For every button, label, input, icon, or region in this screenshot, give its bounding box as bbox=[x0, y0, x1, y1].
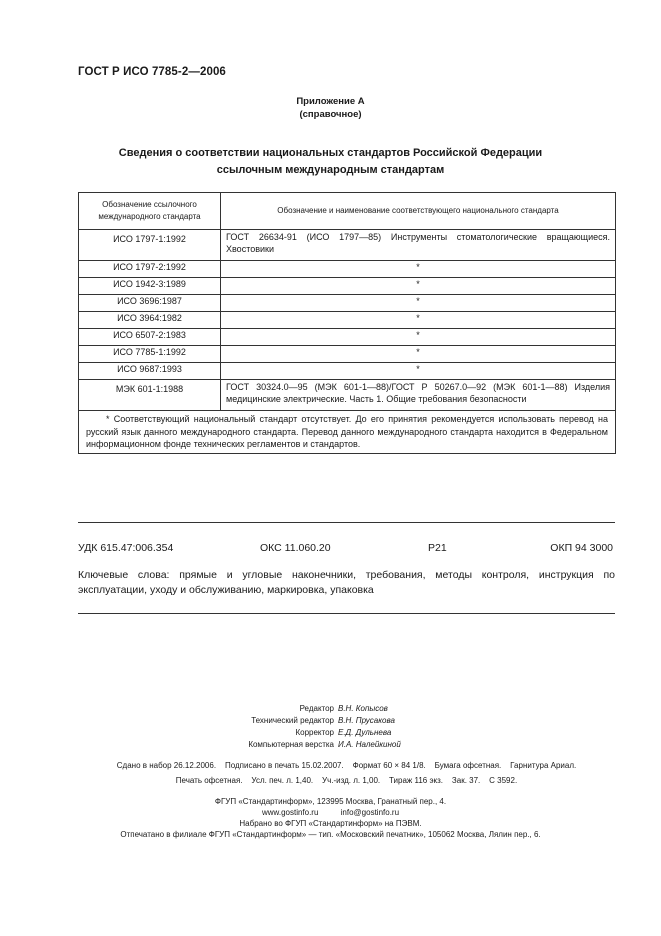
national-standard-cell: * bbox=[221, 312, 616, 329]
annex-title: Приложение А bbox=[296, 96, 365, 107]
publisher-block bbox=[0, 796, 661, 840]
credit-line bbox=[0, 739, 661, 751]
intl-standard-cell: ИСО 3696:1987 bbox=[79, 295, 221, 312]
divider-top bbox=[78, 522, 615, 523]
document-code: ГОСТ Р ИСО 7785-2—2006 bbox=[78, 66, 226, 78]
table-row bbox=[79, 278, 616, 295]
table-row bbox=[79, 380, 616, 411]
publisher-address: ФГУП «Стандартинформ», 123995 Москва, Гранатный пер., 4. bbox=[214, 797, 447, 806]
credit-role: Корректор bbox=[295, 728, 334, 737]
table-row bbox=[79, 261, 616, 278]
udk-code: УДК 615.47:006.354 bbox=[78, 542, 174, 554]
credit-line bbox=[0, 727, 661, 739]
national-standard-cell: * bbox=[221, 363, 616, 380]
credit-role: Технический редактор bbox=[251, 716, 334, 725]
table-footnote: * Соответствующий национальный стандарт отсутствует. До его принятия рекомендуется использовать перевод на русский язык данного международного стандарта. Перевод данного международного стандарта находится в Федеральном информационном фонде технических регламентов и стандартов. bbox=[79, 411, 616, 454]
credit-person: Е.Д. Дульнева bbox=[338, 728, 392, 737]
credit-person: И.А. Налейкиной bbox=[338, 740, 401, 749]
national-standard-cell: * bbox=[221, 261, 616, 278]
table-row bbox=[79, 363, 616, 380]
table-row bbox=[79, 329, 616, 346]
intl-standard-cell: ИСО 1797-1:1992 bbox=[79, 230, 221, 261]
publication-info-line-1: Сдано в набор 26.12.2006. Подписано в печать 15.02.2007. Формат 60 × 84 1/8. Бумага офсетная. Гарнитура Ариал. bbox=[116, 761, 577, 770]
national-standard-cell: * bbox=[221, 295, 616, 312]
table-header-row bbox=[79, 193, 616, 230]
national-standard-cell: * bbox=[221, 346, 616, 363]
classification-codes bbox=[78, 542, 615, 556]
divider-bottom bbox=[78, 613, 615, 614]
national-standard-cell: ГОСТ 30324.0—95 (МЭК 601-1—88)/ГОСТ Р 50267.0—92 (МЭК 601-1—88) Изделия медицинские электрические. Часть 1. Общие требования безопасности bbox=[221, 380, 616, 411]
credit-line bbox=[0, 715, 661, 727]
okp-code: ОКП 94 3000 bbox=[550, 542, 613, 554]
intl-standard-cell: ИСО 3964:1982 bbox=[79, 312, 221, 329]
credit-person: В.Н. Копысов bbox=[338, 704, 388, 713]
oks-code: ОКС 11.060.20 bbox=[260, 542, 331, 554]
intl-standard-cell: МЭК 601-1:1988 bbox=[79, 380, 221, 411]
typeset-note: Набрано во ФГУП «Стандартинформ» на ПЭВМ. bbox=[239, 819, 422, 828]
column-header-national: Обозначение и наименование соответствующего национального стандарта bbox=[221, 193, 616, 230]
table-row bbox=[79, 312, 616, 329]
intl-standard-cell: ИСО 1797-2:1992 bbox=[79, 261, 221, 278]
intl-standard-cell: ИСО 7785-1:1992 bbox=[79, 346, 221, 363]
keywords: Ключевые слова: прямые и угловые наконечники, требования, методы контроля, инструкция по эксплуатации, уходу и обслуживанию, маркировка, упаковка bbox=[78, 569, 615, 596]
credits-block bbox=[0, 703, 661, 751]
annex-subtitle: (справочное) bbox=[299, 109, 362, 120]
column-header-international: Обозначение ссылочного международного стандарта bbox=[79, 193, 221, 230]
national-standard-cell: * bbox=[221, 278, 616, 295]
printed-note: Отпечатано в филиале ФГУП «Стандартинформ» — тип. «Московский печатник», 105062 Москва, Лялин пер., 6. bbox=[120, 830, 541, 839]
table-row bbox=[79, 230, 616, 261]
section-title bbox=[0, 145, 661, 179]
table-footnote-row bbox=[79, 411, 616, 454]
intl-standard-cell: ИСО 6507-2:1983 bbox=[79, 329, 221, 346]
credit-role: Редактор bbox=[299, 704, 334, 713]
intl-standard-cell: ИСО 9687:1993 bbox=[79, 363, 221, 380]
intl-standard-cell: ИСО 1942-3:1989 bbox=[79, 278, 221, 295]
credit-line bbox=[0, 703, 661, 715]
national-standard-cell: * bbox=[221, 329, 616, 346]
credit-role: Компьютерная верстка bbox=[248, 740, 334, 749]
national-standard-cell: ГОСТ 26634-91 (ИСО 1797—85) Инструменты стоматологические вращающиеся. Хвостовики bbox=[221, 230, 616, 261]
publication-info-line-2: Печать офсетная. Усл. печ. л. 1,40. Уч.-изд. л. 1,00. Тираж 116 экз. Зак. 37. С 3592. bbox=[175, 776, 518, 785]
table-row bbox=[79, 346, 616, 363]
credit-person: В.Н. Прусакова bbox=[338, 716, 395, 725]
correspondence-table bbox=[78, 192, 616, 454]
section-title-line-2: ссылочным международным стандартам bbox=[216, 164, 445, 176]
group-code: Р21 bbox=[428, 542, 447, 554]
table-row bbox=[79, 295, 616, 312]
publisher-web-contacts: www.gostinfo.ru info@gostinfo.ru bbox=[261, 808, 400, 817]
section-title-line-1: Сведения о соответствии национальных стандартов Российской Федерации bbox=[118, 147, 543, 159]
